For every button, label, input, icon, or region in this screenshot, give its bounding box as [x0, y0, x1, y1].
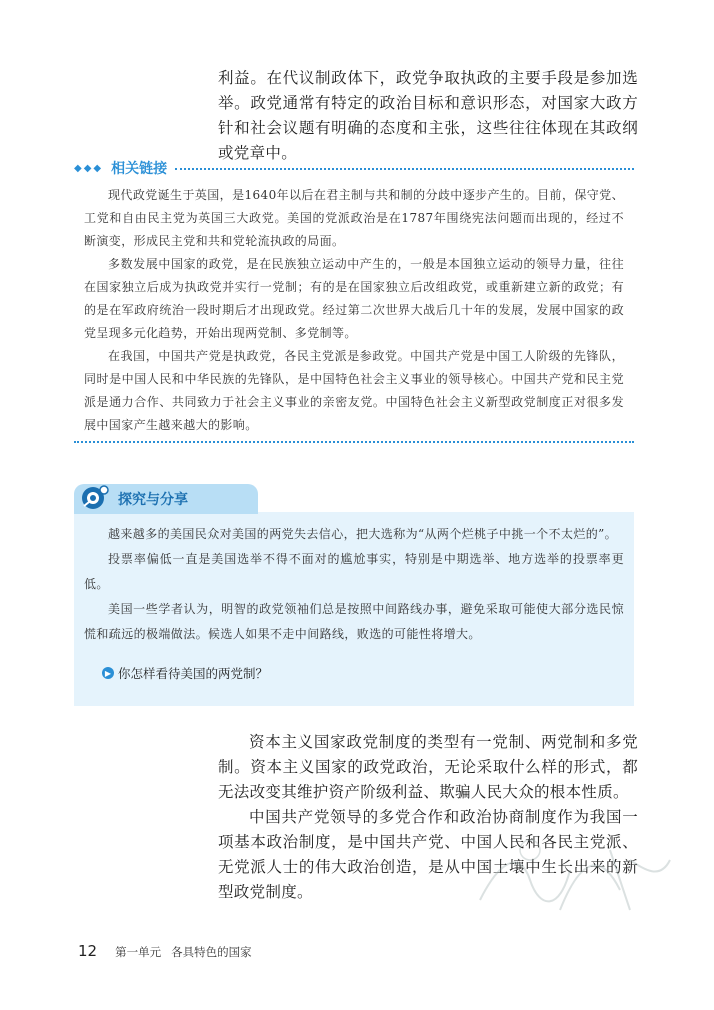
page-footer [78, 942, 252, 960]
related-link-paragraph: 多数发展中国家的政党，是在民族独立运动中产生的，一般是本国独立运动的领导力量，往往在国家独立后成为执政党并实行一党制；有的是在国家独立后改组政党，或重新建立新的政党；有的是在军政府统治一段时期后才出现政党。经过第二次世界大战后几十年的发展，发展中国家的政党呈现多元化趋势，开始出现两党制、多党制等。 [84, 257, 624, 340]
play-arrow-icon: ▶ [102, 667, 114, 679]
dotted-divider [175, 168, 634, 170]
explore-body [84, 522, 624, 647]
explore-share-icon [80, 482, 110, 512]
related-link-title: 相关链接 [111, 161, 168, 177]
diamond-bullets-icon: ◆◆◆ [74, 162, 104, 174]
explore-title: 探究与分享 [118, 492, 188, 508]
related-link-header [74, 158, 634, 178]
discussion-question [102, 664, 268, 682]
dotted-divider-bottom [74, 441, 634, 443]
page-number: 12 [78, 942, 98, 960]
unit-label: 第一单元 [115, 945, 162, 959]
publisher-watermark-icon [470, 820, 680, 930]
question-text: 你怎样看待美国的两党制？ [118, 666, 269, 681]
unit-title: 各具特色的国家 [171, 945, 252, 959]
explore-paragraph: 越来越多的美国民众对美国的两党失去信心，把大选称为“从两个烂桃子中挑一个不太烂的”。 [108, 527, 618, 541]
explore-tab [74, 484, 258, 514]
intro-paragraph: 利益。在代议制政体下，政党争取执政的主要手段是参加选举。政党通常有特定的政治目标和意识形态，对国家大政方针和社会议题有明确的态度和主张，这些往往体现在其政纲或党章中。 [218, 69, 638, 162]
related-link-paragraph: 现代政党诞生于英国，是1640年以后在君主制与共和制的分歧中逐步产生的。目前，保守党、工党和自由民主党为英国三大政党。美国的党派政治是在1787年围绕宪法问题而出现的，经过不断演变，形成民主党和共和党轮流执政的局面。 [84, 188, 624, 248]
related-link-paragraph: 在我国，中国共产党是执政党，各民主党派是参政党。中国共产党是中国工人阶级的先锋队，同时是中国人民和中华民族的先锋队，是中国特色社会主义事业的领导核心。中国共产党和民主党派是通力合作、共同致力于社会主义事业的亲密友党。中国特色社会主义新型政党制度正对很多发展中国家产生越来越大的影响。 [84, 349, 624, 432]
explore-paragraph: 投票率偏低一直是美国选举不得不面对的尴尬事实，特别是中期选举、地方选举的投票率更低。 [84, 552, 624, 591]
explore-paragraph: 美国一些学者认为，明智的政党领袖们总是按照中间路线办事，避免采取可能使大部分选民惊慌和疏远的极端做法。候选人如果不走中间路线，败选的可能性将增大。 [84, 602, 624, 641]
related-link-body [84, 184, 624, 437]
body-paragraph: 资本主义国家政党制度的类型有一党制、两党制和多党制。资本主义国家的政党政治，无论采取什么样的形式，都无法改变其维护资产阶级利益、欺骗人民大众的根本性质。 [218, 733, 638, 801]
body-paragraph: 中国共产党领导的多党合作和政治协商制度作为我国一项基本政治制度，是中国共产党、中国人民和各民主党派、无党派人士的伟大政治创造，是从中国土壤中生长出来的新型政党制度。 [218, 808, 638, 901]
